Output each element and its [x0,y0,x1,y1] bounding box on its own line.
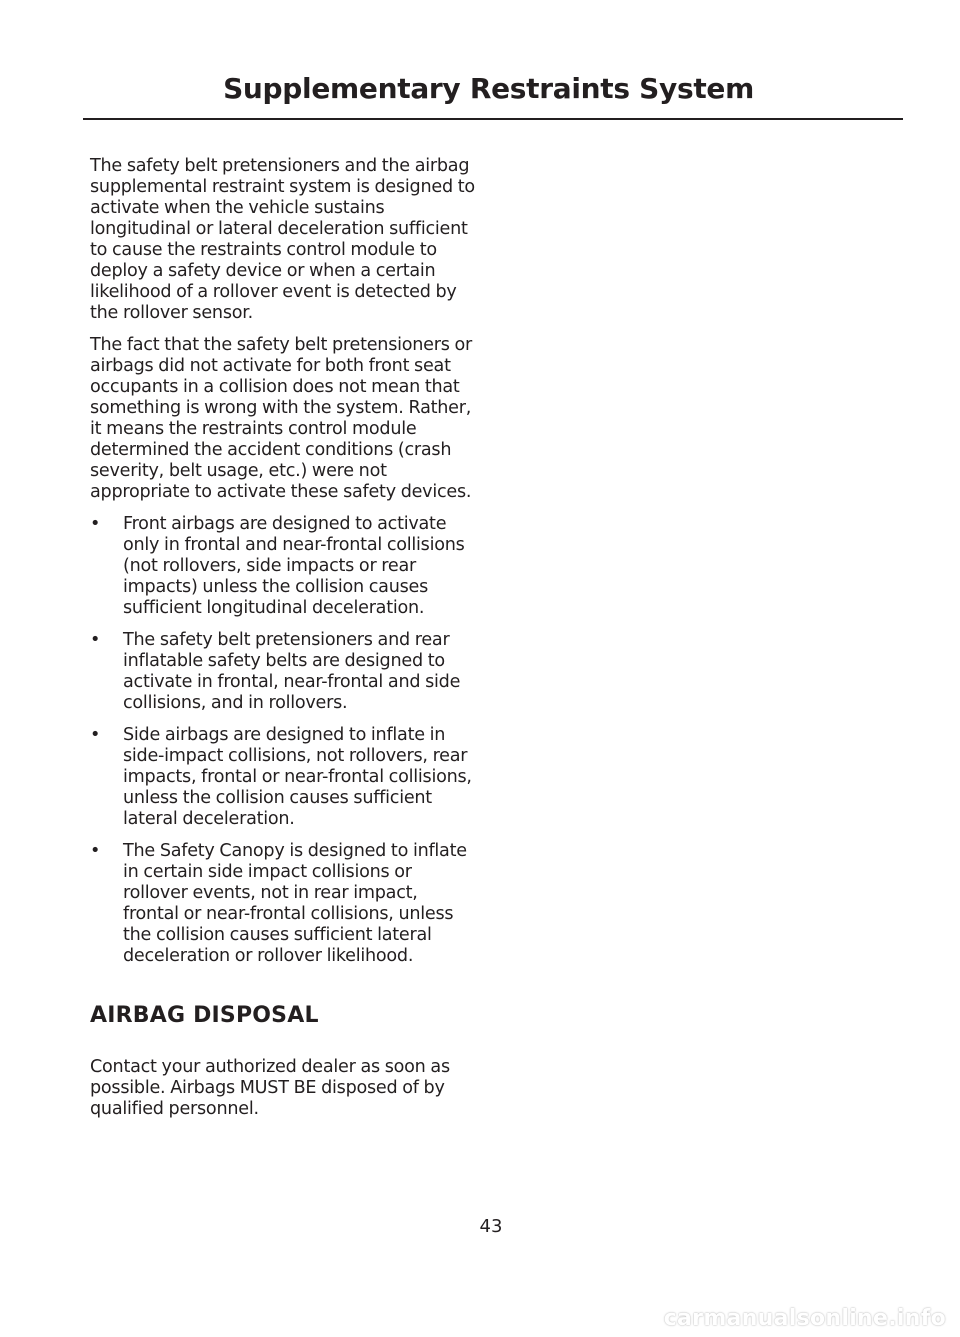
activation-paragraph: The fact that the safety belt pretensioners or airbags did not activate for both front seat occupants in a collision does not mean that something is wrong with the system. Rather, it means the restraints control module determined the accident conditions (crash severity, belt usage, etc.) were not appropriate to activate these safety devices. [90,335,472,502]
bullet-text: The Safety Canopy is designed to inflate in certain side impact collisions or rollover events, not in rear impact, frontal or near-frontal collisions, unless the collision causes sufficient lateral deceleration or rollover likelihood. [123,841,467,966]
bullet-item-safety-canopy [90,841,476,967]
bullet-icon: • [90,725,101,745]
bullet-text: Side airbags are designed to inflate in side-impact collisions, not rollovers, rear impacts, frontal or near-frontal collisions, unless the collision causes sufficient lateral deceleration. [123,725,472,829]
intro-paragraph: The safety belt pretensioners and the airbag supplemental restraint system is designed to activate when the vehicle sustains longitudinal or lateral deceleration sufficient to cause the restraints control module to deploy a safety device or when a certain likelihood of a rollover event is detected by the rollover sensor. [90,156,475,323]
bullet-icon: • [90,841,101,861]
page-number: 43 [479,1216,503,1237]
bullet-item-side-airbags [90,725,476,830]
header-divider [83,118,903,120]
bullet-item-front-airbags [90,514,476,619]
bullet-text: The safety belt pretensioners and rear inflatable safety belts are designed to activate in frontal, near-frontal and side collisions, and in rollovers. [123,630,461,713]
disposal-paragraph: Contact your authorized dealer as soon as possible. Airbags MUST BE disposed of by qualified personnel. [90,1057,450,1119]
bullet-icon: • [90,514,101,534]
bullet-icon: • [90,630,101,650]
text-column [90,156,476,1131]
section-title: Supplementary Restraints System [223,72,754,105]
watermark-logo: carmanualsonline.info [663,1306,946,1331]
bullet-item-pretensioners [90,630,476,714]
bullet-list [90,514,476,967]
bullet-text: Front airbags are designed to activate only in frontal and near-frontal collisions (not rollovers, side impacts or rear impacts) unless the collision causes sufficient longitudinal deceleration. [123,514,465,618]
airbag-disposal-heading: AIRBAG DISPOSAL [90,1003,319,1028]
